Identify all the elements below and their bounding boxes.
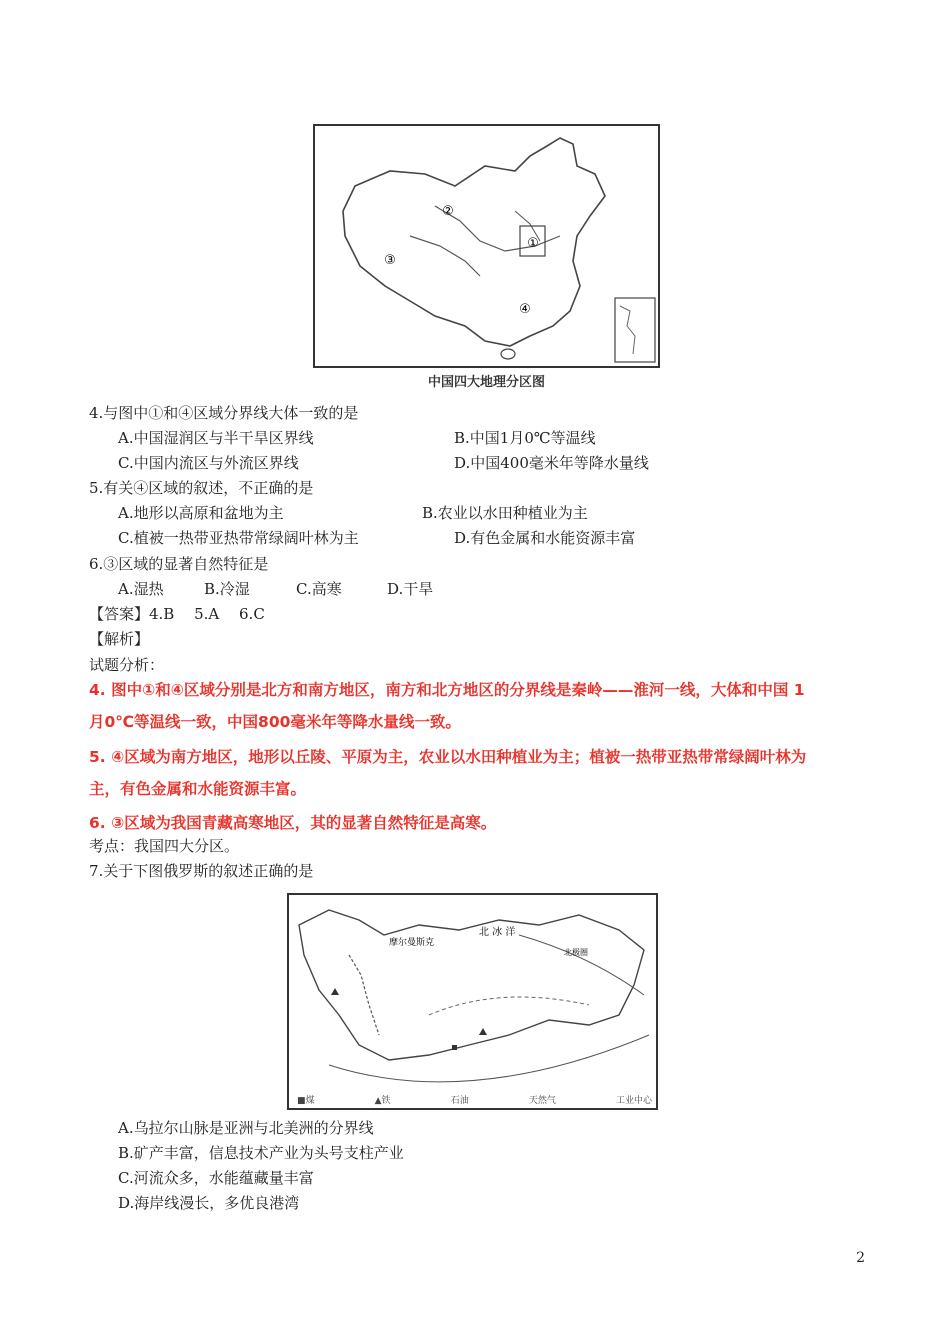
legend-industry: 工业中心 bbox=[615, 1096, 652, 1106]
murmansk-label: 摩尔曼斯克 bbox=[389, 938, 435, 948]
q4-option-c: C.中国内流区与外流区界线 bbox=[118, 454, 299, 472]
iron-symbol-2 bbox=[479, 1028, 487, 1035]
q7-option-c: C.河流众多，水能蕴藏量丰富 bbox=[118, 1169, 314, 1187]
answer-line: 【答案】4.B 5.A 6.C bbox=[89, 605, 265, 623]
arctic-circle-arc bbox=[519, 935, 644, 995]
explanation-5-line2: 主，有色金属和水能资源丰富。 bbox=[89, 780, 307, 798]
analysis-label: 【解析】 bbox=[89, 630, 150, 648]
russia-map-drawing bbox=[289, 895, 656, 1095]
analysis-intro: 试题分析： bbox=[89, 656, 165, 674]
q5-option-b: B.农业以水田种植业为主 bbox=[422, 504, 588, 522]
marker-3: ③ bbox=[384, 253, 396, 268]
hainan-island bbox=[501, 349, 515, 359]
boundary-plateau bbox=[410, 236, 480, 276]
map1-caption: 中国四大地理分区图 bbox=[427, 375, 545, 390]
marker-2: ② bbox=[442, 204, 454, 219]
coal-symbol bbox=[452, 1045, 457, 1050]
q6-option-c: C.高寒 bbox=[296, 580, 342, 598]
q7-option-a: A.乌拉尔山脉是亚洲与北美洲的分界线 bbox=[118, 1119, 374, 1137]
q4-option-b: B.中国1月0℃等温线 bbox=[454, 429, 596, 447]
q7-option-b: B.矿产丰富，信息技术产业为头号支柱产业 bbox=[118, 1144, 404, 1162]
legend-gas: 天然气 bbox=[528, 1096, 556, 1106]
arctic-circle-label: 北极圈 bbox=[564, 948, 588, 957]
q4-option-a: A.中国湿润区与半干旱区界线 bbox=[118, 429, 314, 447]
explanation-6-line1: 6. ③区域为我国青藏高寒地区，其的显著自然特征是高寒。 bbox=[89, 814, 497, 832]
q4-stem: 4.与图中①和④区域分界线大体一致的是 bbox=[89, 404, 359, 422]
marker-1: ① bbox=[527, 236, 539, 251]
kaodian-line: 考点：我国四大分区。 bbox=[89, 837, 240, 855]
arctic-ocean-label: 北 冰 洋 bbox=[479, 927, 516, 938]
q7-option-d: D.海岸线漫长，多优良港湾 bbox=[118, 1194, 300, 1212]
south-china-sea-inset bbox=[615, 298, 655, 362]
inset-coast bbox=[620, 306, 635, 354]
legend-iron: ▲铁 bbox=[374, 1096, 391, 1106]
q6-option-a: A.湿热 bbox=[118, 580, 164, 598]
china-outline bbox=[343, 138, 605, 346]
dashed-line bbox=[429, 997, 589, 1015]
q6-option-d: D.干旱 bbox=[387, 580, 434, 598]
map2-legend bbox=[297, 1093, 652, 1106]
legend-coal: ■煤 bbox=[297, 1096, 315, 1106]
russia-map bbox=[287, 893, 658, 1110]
ural-mountains bbox=[349, 955, 379, 1035]
q4-option-d: D.中国400毫米年等降水量线 bbox=[454, 454, 649, 472]
page-number: 2 bbox=[856, 1250, 865, 1266]
explanation-4-line1: 4. 图中①和④区域分别是北方和南方地区，南方和北方地区的分界线是秦岭——淮河一线，大体和中国 1 bbox=[89, 681, 805, 699]
q5-stem: 5.有关④区域的叙述，不正确的是 bbox=[89, 479, 314, 497]
china-regions-map bbox=[313, 124, 660, 368]
q5-option-d: D.有色金属和水能资源丰富 bbox=[454, 529, 636, 547]
q6-stem: 6.③区域的显著自然特征是 bbox=[89, 555, 269, 573]
china-map-drawing bbox=[315, 126, 658, 366]
russia-outline bbox=[299, 910, 644, 1060]
q5-option-c: C.植被一热带亚热带常绿阔叶林为主 bbox=[118, 529, 359, 547]
legend-oil: 石油 bbox=[450, 1096, 469, 1106]
q5-option-a: A.地形以高原和盆地为主 bbox=[118, 504, 284, 522]
q7-stem: 7.关于下图俄罗斯的叙述正确的是 bbox=[89, 862, 314, 880]
marker-4: ④ bbox=[519, 302, 531, 317]
q6-option-b: B.冷湿 bbox=[204, 580, 250, 598]
latitude-arc bbox=[329, 1035, 649, 1082]
explanation-5-line1: 5. ④区域为南方地区，地形以丘陵、平原为主，农业以水田种植业为主；植被一热带亚热带常绿阔叶林为 bbox=[89, 748, 807, 766]
iron-symbol bbox=[331, 988, 339, 995]
explanation-4-line2: 月0℃等温线一致，中国800毫米年等降水量线一致。 bbox=[89, 713, 461, 731]
